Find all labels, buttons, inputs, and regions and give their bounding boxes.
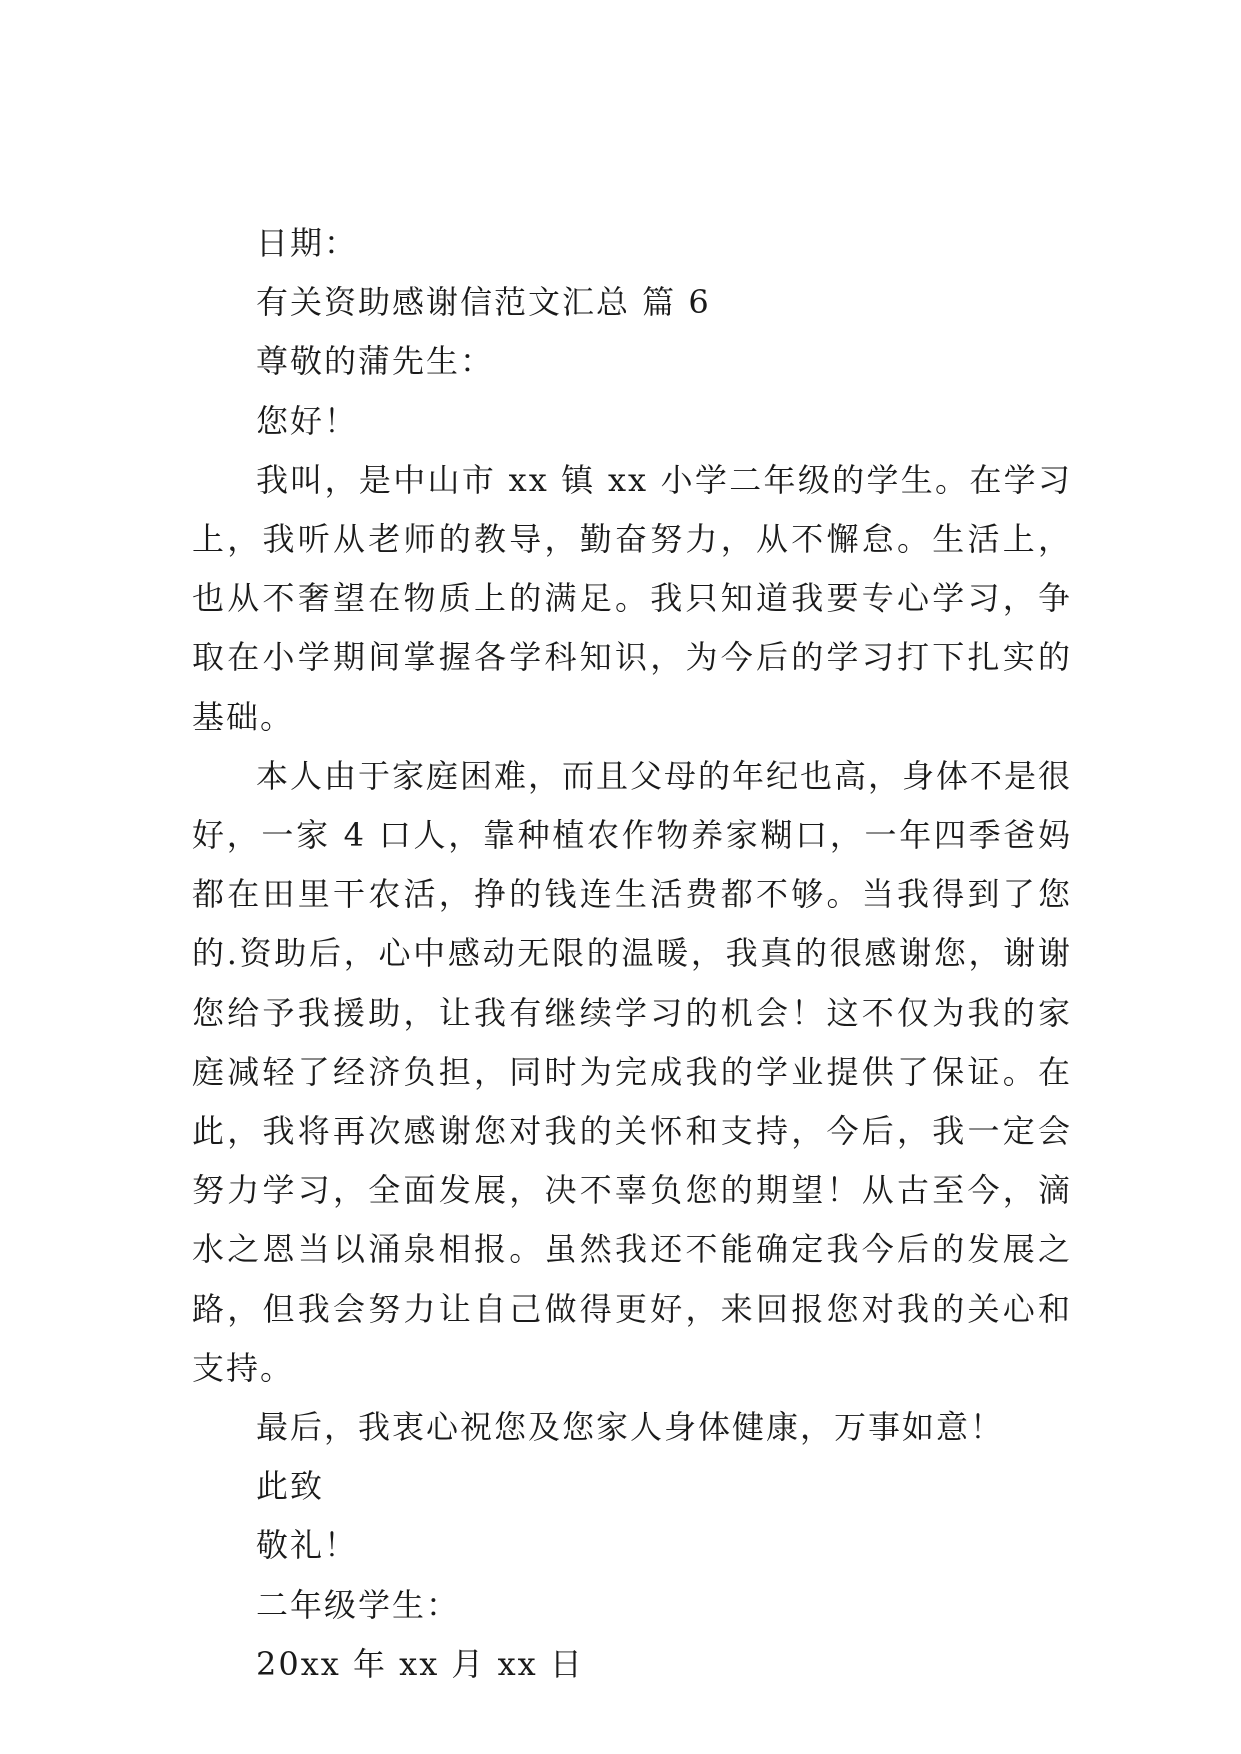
signature: 二年级学生： [256, 1585, 461, 1624]
section-title: 有关资助感谢信范文汇总 篇 6 [256, 283, 711, 322]
closing-line-1: 此致 [256, 1467, 325, 1506]
paragraph-thanks: 本人由于家庭困难，而且父母的年纪也高，身体不是很好，一家 4 口人，靠种植农作物养家糊口，一年四季爸妈都在田里干农活，挣的钱连生活费都不够。当我得到了您的.资助后，心中感动无限的温暖，我真的很感谢您，谢谢您给予我援助，让我有继续学习的机会！这不仅为我的家庭减轻了经济负担，同时为完成我的学业提供了保证。在此，我将再次感谢您对我的关怀和支持，今后，我一定会努力学习，全面发展，决不辜负您的期望！从古至今，滴水之恩当以涌泉相报。虽然我还不能确定我今后的发展之路，但我会努力让自己做得更好，来回报您对我的关心和支持。 [192, 756, 1073, 1387]
paragraph-wishes: 最后，我衷心祝您及您家人身体健康，万事如意！ [256, 1408, 1005, 1447]
letter-body [192, 214, 1072, 1694]
sign-date: 20xx 年 xx 月 xx 日 [256, 1644, 584, 1683]
paragraph-intro: 我叫，是中山市 xx 镇 xx 小学二年级的学生。在学习上，我听从老师的教导，勤奋努力，从不懈怠。生活上，也从不奢望在物质上的满足。我只知道我要专心学习，争取在小学期间掌握各学科知识，为今后的学习打下扎实的基础。 [192, 460, 1072, 736]
greeting: 您好！ [256, 401, 359, 440]
salutation: 尊敬的蒲先生： [256, 342, 495, 381]
date-label: 日期： [256, 224, 359, 262]
closing-line-2: 敬礼！ [256, 1526, 359, 1565]
